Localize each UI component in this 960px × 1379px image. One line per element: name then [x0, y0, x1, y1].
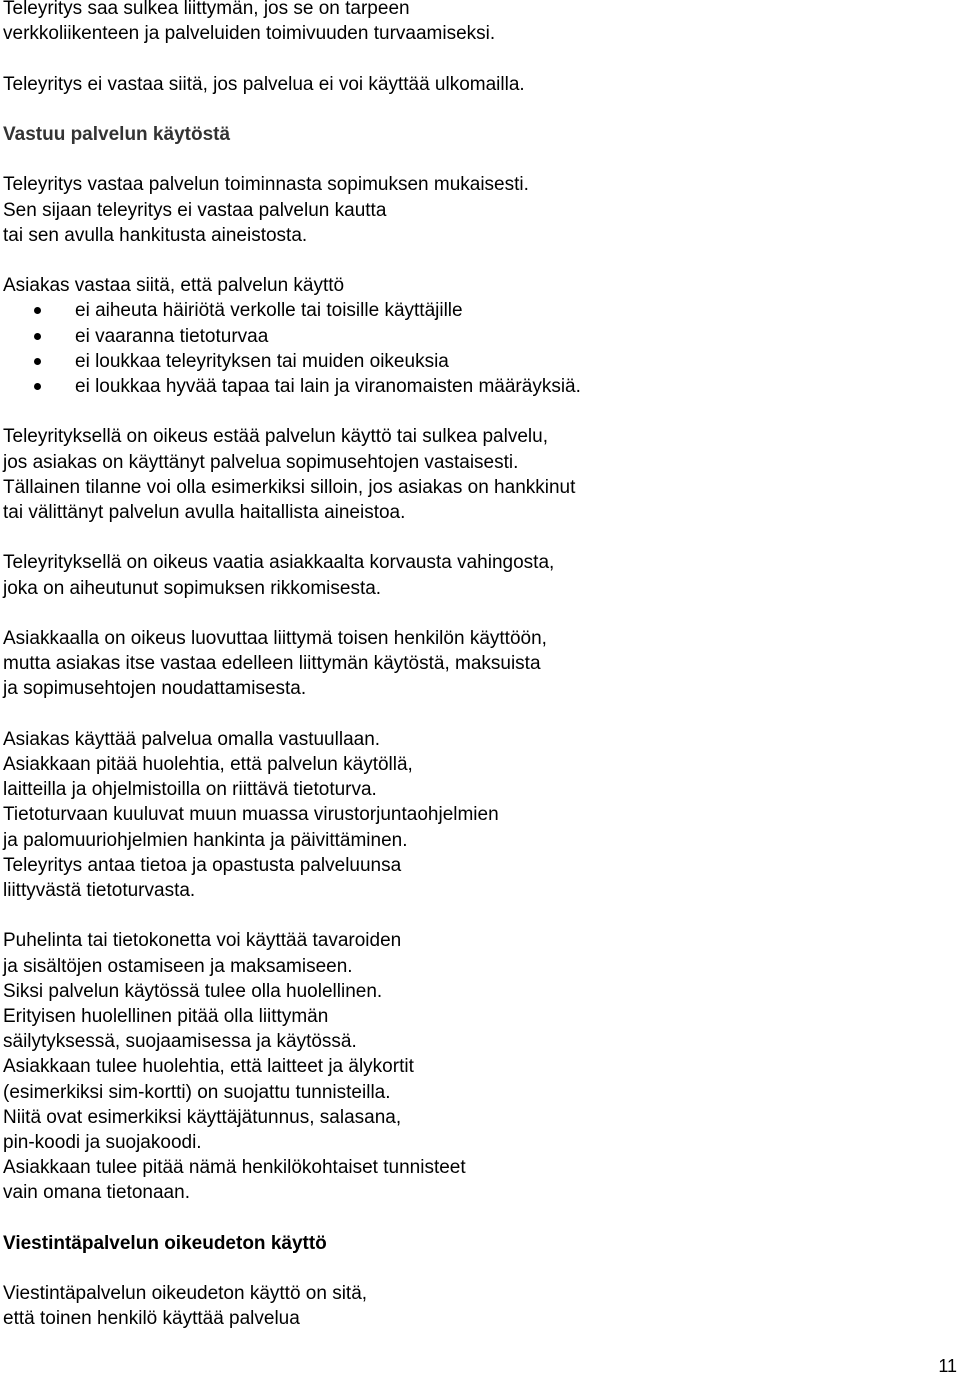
- text-line: Teleyritys saa sulkea liittymän, jos se on tarpeen: [3, 0, 410, 19]
- text-line: Sen sijaan teleyritys ei vastaa palvelun kautta: [3, 199, 387, 221]
- text-line: Viestintäpalvelun oikeudeton käyttö on sitä,: [3, 1283, 368, 1305]
- text-line: Teleyritys ei vastaa siitä, jos palvelua ei voi käyttää ulkomailla.: [3, 73, 525, 95]
- list-item-text: ei loukkaa hyvää tapaa tai lain ja viranomaisten määräyksiä.: [75, 376, 581, 397]
- paragraph-right-to-block: [3, 424, 933, 525]
- list-item-text: ei vaaranna tietoturvaa: [75, 325, 269, 347]
- text-line: Asiakkaalla on oikeus luovuttaa liittymä toisen henkilön käyttöön,: [3, 627, 547, 649]
- text-line: Teleyrityksellä on oikeus vaatia asiakkaalta korvausta vahingosta,: [3, 552, 555, 574]
- heading-spacer: [3, 147, 933, 172]
- paragraph-customer-liability-intro: [3, 273, 933, 298]
- bullet-icon: [34, 333, 41, 340]
- section-heading-unauthorized-use: Viestintäpalvelun oikeudeton käyttö: [3, 1232, 327, 1254]
- text-line: Asiakas vastaa siitä, että palvelun käyttö: [3, 275, 345, 297]
- text-line: liittyvästä tietoturvasta.: [3, 880, 196, 901]
- text-line: Tällainen tilanne voi olla esimerkiksi silloin, jos asiakas on hankkinut: [3, 476, 576, 498]
- bullet-icon: [34, 307, 41, 314]
- text-line: Teleyrityksellä on oikeus estää palvelun käyttö tai sulkea palvelu,: [3, 426, 548, 448]
- text-line: jos asiakas on käyttänyt palvelua sopimusehtojen vastaisesti.: [3, 451, 519, 473]
- list-item: [3, 374, 933, 399]
- text-line: säilytyksessä, suojaamisessa ja käytössä.: [3, 1031, 357, 1053]
- paragraph-information-security: [3, 727, 933, 903]
- text-line: että toinen henkilö käyttää palvelua: [3, 1308, 300, 1330]
- text-line: Teleyritys vastaa palvelun toiminnasta sopimuksen mukaisesti.: [3, 174, 529, 196]
- text-line: Tietoturvaan kuuluvat muun muassa virustorjuntaohjelmien: [3, 804, 499, 826]
- paragraph-abroad-use: [3, 72, 933, 97]
- text-line: Asiakkaan tulee huolehtia, että laitteet ja älykortit: [3, 1056, 414, 1078]
- text-line: tai sen avulla hankitusta aineistosta.: [3, 224, 308, 246]
- paragraph-line-closure: [3, 0, 933, 46]
- paragraph-compensation: [3, 550, 933, 600]
- bullet-icon: [34, 358, 41, 365]
- text-line: ja palomuuriohjelmien hankinta ja päivittäminen.: [3, 829, 408, 851]
- paragraph-transfer-use: [3, 626, 933, 702]
- text-line: ja sisältöjen ostamiseen ja maksamiseen.: [3, 955, 353, 977]
- text-line: Asiakkaan tulee pitää nämä henkilökohtaiset tunnisteet: [3, 1157, 466, 1179]
- text-line: Niitä ovat esimerkiksi käyttäjätunnus, salasana,: [3, 1106, 402, 1128]
- list-item-text: ei aiheuta häiriötä verkolle tai toisille käyttäjille: [75, 300, 463, 322]
- text-line: Puhelinta tai tietokonetta voi käyttää tavaroiden: [3, 930, 402, 952]
- heading-spacer: [3, 1256, 933, 1281]
- list-item: [3, 349, 933, 374]
- text-line: ja sopimusehtojen noudattamisesta.: [3, 678, 307, 700]
- text-line: Siksi palvelun käytössä tulee olla huolellinen.: [3, 980, 383, 1002]
- text-line: Asiakkaan pitää huolehtia, että palvelun käytöllä,: [3, 753, 413, 775]
- list-item: [3, 298, 933, 323]
- paragraph-operator-liability: [3, 172, 933, 248]
- text-line: verkkoliikenteen ja palveluiden toimivuuden turvaamiseksi.: [3, 23, 496, 45]
- text-line: Erityisen huolellinen pitää olla liittymän: [3, 1006, 329, 1027]
- text-line: laitteilla ja ohjelmistoilla on riittävä tietoturva.: [3, 779, 377, 801]
- paragraph-careful-use: [3, 928, 933, 1205]
- text-line: Teleyritys antaa tietoa ja opastusta palveluunsa: [3, 854, 402, 876]
- paragraph-unauthorized-definition: [3, 1281, 933, 1331]
- text-line: tai välittänyt palvelun avulla haitallista aineistoa.: [3, 502, 406, 523]
- page-number: 11: [938, 1356, 957, 1376]
- section-heading-responsibility: Vastuu palvelun käytöstä: [3, 123, 231, 145]
- bullet-icon: [34, 383, 41, 390]
- list-item: [3, 324, 933, 349]
- text-line: vain omana tietonaan.: [3, 1182, 190, 1204]
- text-line: (esimerkiksi sim-kortti) on suojattu tunnisteilla.: [3, 1081, 391, 1103]
- text-line: Asiakas käyttää palvelua omalla vastuullaan.: [3, 728, 381, 750]
- text-line: mutta asiakas itse vastaa edelleen liittymän käytöstä, maksuista: [3, 653, 541, 675]
- list-item-text: ei loukkaa teleyrityksen tai muiden oikeuksia: [75, 350, 449, 372]
- text-line: joka on aiheutunut sopimuksen rikkomisesta.: [3, 577, 382, 599]
- document-page: [3, 0, 933, 1357]
- text-line: pin-koodi ja suojakoodi.: [3, 1132, 202, 1154]
- customer-obligations-list: [3, 298, 933, 399]
